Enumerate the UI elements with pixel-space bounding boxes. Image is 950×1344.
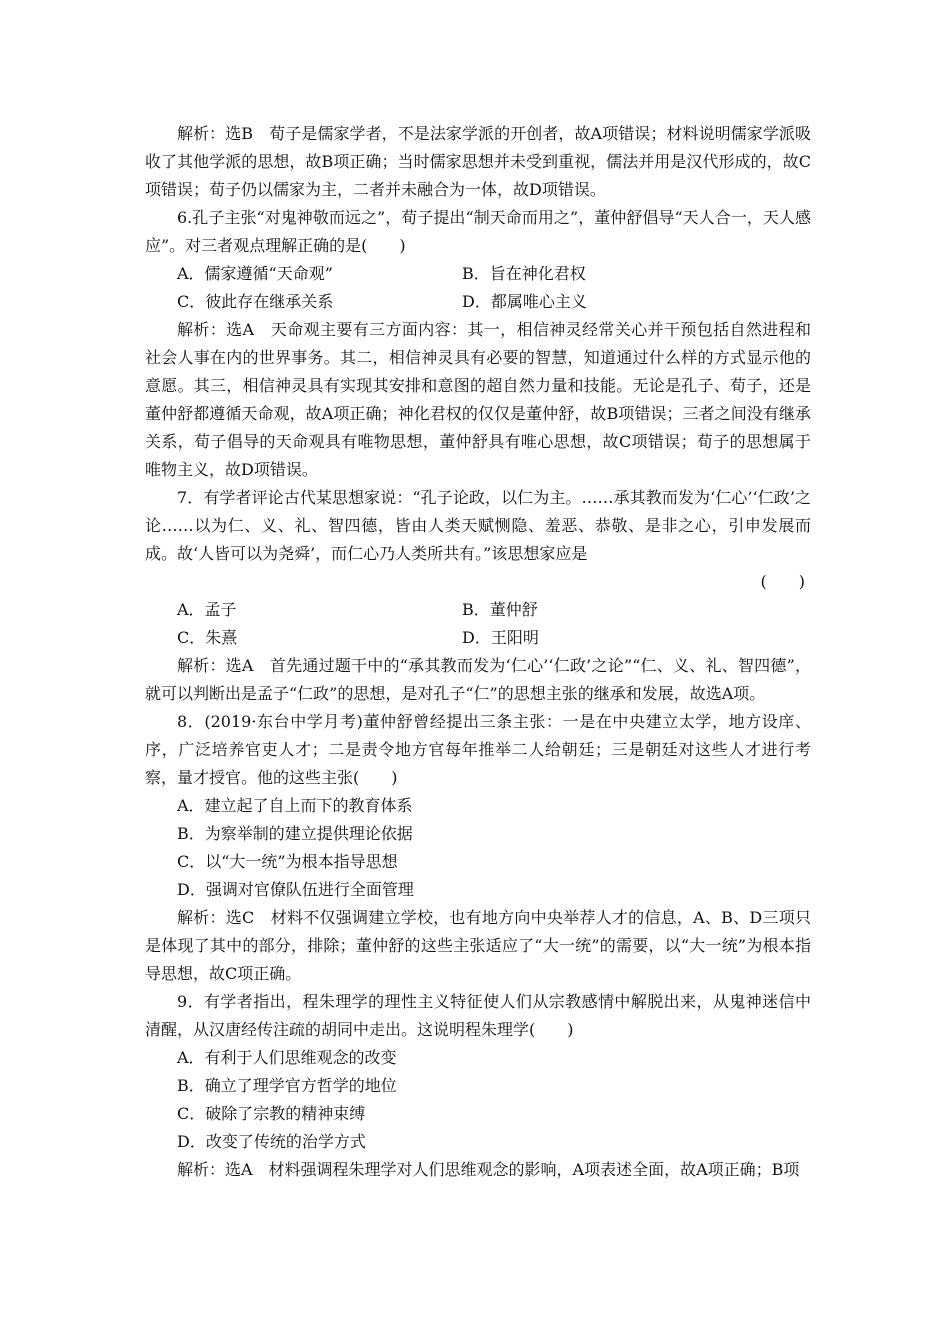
option-c: C．以“大一统”为根本指导思想 xyxy=(177,852,398,871)
option-d: D．改变了传统的治学方式 xyxy=(177,1132,366,1151)
answer-6-analysis: 解析：选A 天命观主要有三方面内容：其一，相信神灵经常关心并干预包括自然进程和社会人事在内的世界事务。其二，相信神灵具有必要的智慧，知道通过什么样的方式显示他的意愿。其三，相信神灵具有实现其安排和意图的超自然力量和技能。无论是孔子、荀子，还是董仲舒都遵循天命观，故A项正确；神化君权的仅仅是董仲舒，故B项错误；三者之间没有继承关系，荀子倡导的天命观具有唯物思想，董仲舒具有唯心思想，故C项错误；荀子的思想属于唯物主义，故D项错误。 xyxy=(145,320,811,479)
answer-9-analysis: 解析：选A 材料强调程朱理学对人们思维观念的影响，A项表述全面，故A项正确；B项 xyxy=(177,1160,800,1179)
option-b: B．为察举制的建立提供理论依据 xyxy=(177,824,413,843)
question-7-options-row-2 xyxy=(145,624,811,652)
question-9: 9．有学者指出，程朱理学的理性主义特征使人们从宗教感情中解脱出来，从鬼神迷信中清醒，从汉唐经传注疏的胡同中走出。这说明程朱理学( ) xyxy=(145,992,811,1039)
option-c: C．彼此存在继承关系 xyxy=(177,292,334,311)
question-6-options-row-2 xyxy=(145,288,811,316)
option-b: B．旨在神化君权 xyxy=(462,264,586,283)
answer-7-analysis: 解析：选A 首先通过题干中的“承其教而发为‘仁心’‘仁政’之论”“仁、义、礼、智四德”，就可以判断出是孟子“仁政”的思想，是对孔子“仁”的思想主张的继承和发展，故选A项。 xyxy=(145,656,811,703)
option-d: D．都属唯心主义 xyxy=(462,292,587,311)
option-c: C．破除了宗教的精神束缚 xyxy=(177,1104,366,1123)
option-d: D．王阳明 xyxy=(462,628,539,647)
question-8: 8．(2019·东台中学月考)董仲舒曾经提出三条主张：一是在中央建立太学，地方设庠、序，广泛培养官吏人才；二是责令地方官每年推举二人给朝廷；三是朝廷对这些人才进行考察，量才授官。他的这些主张( ) xyxy=(145,712,811,787)
option-a: A．建立起了自上而下的教育体系 xyxy=(177,796,413,815)
option-d: D．强调对官僚队伍进行全面管理 xyxy=(177,880,414,899)
question-7-options-row-1 xyxy=(145,596,811,624)
option-a: A．孟子 xyxy=(177,600,237,619)
option-a: A．有利于人们思维观念的改变 xyxy=(177,1048,397,1067)
option-b: B．董仲舒 xyxy=(462,600,538,619)
question-7-answer-paren: ( ) xyxy=(760,572,805,591)
option-a: A．儒家遵循“天命观” xyxy=(177,264,333,283)
option-c: C．朱熹 xyxy=(177,628,238,647)
answer-8-analysis: 解析：选C 材料不仅强调建立学校，也有地方向中央举荐人才的信息，A、B、D三项只是体现了其中的部分，排除；董仲舒的这些主张适应了“大一统”的需要，以“大一统”为根本指导思想，故C项正确。 xyxy=(145,908,811,983)
answer-5-analysis: 解析：选B 荀子是儒家学者，不是法家学派的开创者，故A项错误；材料说明儒家学派吸收了其他学派的思想，故B项正确；当时儒家思想并未受到重视，儒法并用是汉代形成的，故C项错误；荀子仍以儒家为主，二者并未融合为一体，故D项错误。 xyxy=(145,124,811,199)
question-6-options-row-1 xyxy=(145,260,811,288)
question-6: 6.孔子主张“对鬼神敬而远之”，荀子提出“制天命而用之”，董仲舒倡导“天人合一，天人感应”。对三者观点理解正确的是( ) xyxy=(145,208,811,255)
option-b: B．确立了理学官方哲学的地位 xyxy=(177,1076,397,1095)
document-page xyxy=(145,120,811,1184)
question-7: 7．有学者评论古代某思想家说：“孔子论政，以仁为主。……承其教而发为‘仁心’‘仁政’之论……以为仁、义、礼、智四德，皆由人类天赋恻隐、羞恶、恭敬、是非之心，引申发展而成。故‘人皆可以为尧舜’，而仁心乃人类所共有。”该思想家应是 xyxy=(145,488,811,563)
